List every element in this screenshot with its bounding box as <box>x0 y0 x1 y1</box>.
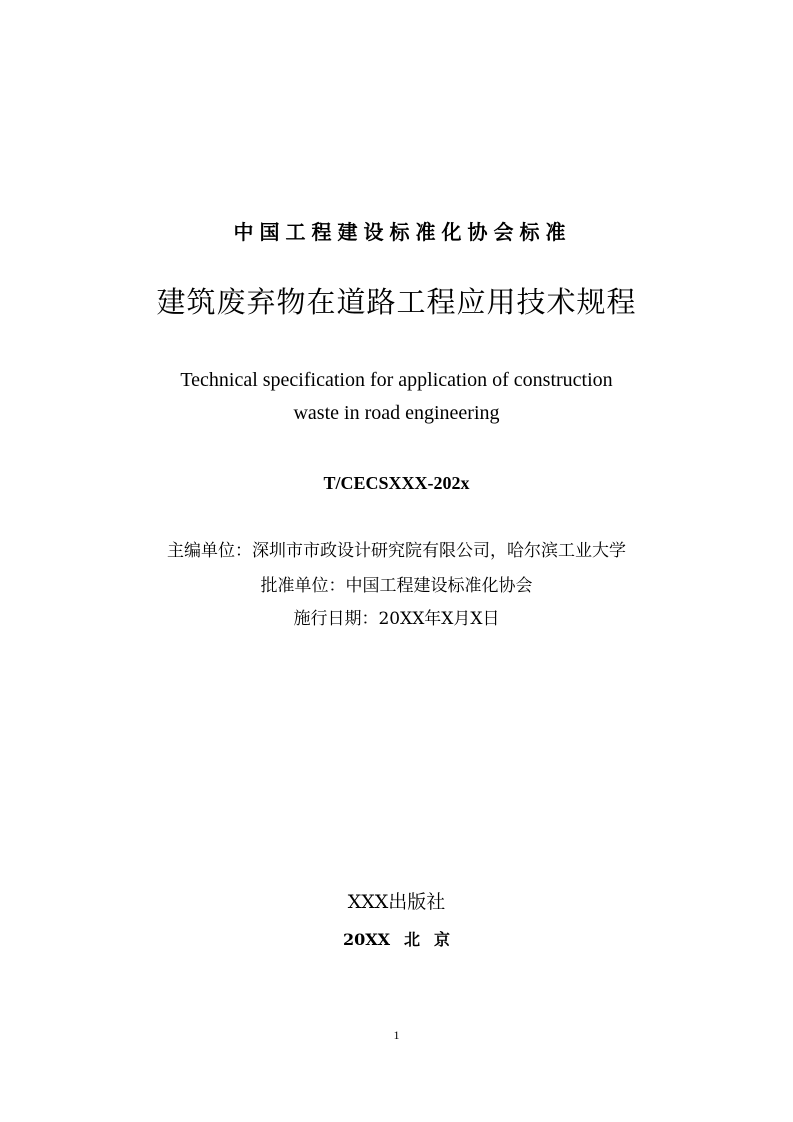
document-title-en <box>0 364 793 430</box>
document-title-en-line-2: waste in road engineering <box>293 402 500 424</box>
standard-code: T/CECSXXX-202x <box>323 473 470 493</box>
publication-year: 20XX <box>342 930 391 949</box>
publication-city-char-2: 京 <box>434 930 451 949</box>
approval-unit: 批准单位：中国工程建设标准化协会 <box>260 576 533 596</box>
page-number: 1 <box>393 1028 400 1042</box>
association-standard-heading: 中国工程建设标准化协会标准 <box>233 220 572 244</box>
publication-year-city <box>0 928 793 952</box>
document-title-cn: 建筑废弃物在道路工程应用技术规程 <box>156 285 637 319</box>
publication-city-char-1: 北 <box>404 930 421 949</box>
document-title-en-line-1: Technical specification for application of construction <box>180 369 613 391</box>
effective-date: 施行日期：20XX年X月X日 <box>293 609 500 629</box>
chief-editor-units: 主编单位：深圳市市政设计研究院有限公司，哈尔滨工业大学 <box>167 541 626 561</box>
publisher-name: XXX出版社 <box>347 891 446 913</box>
